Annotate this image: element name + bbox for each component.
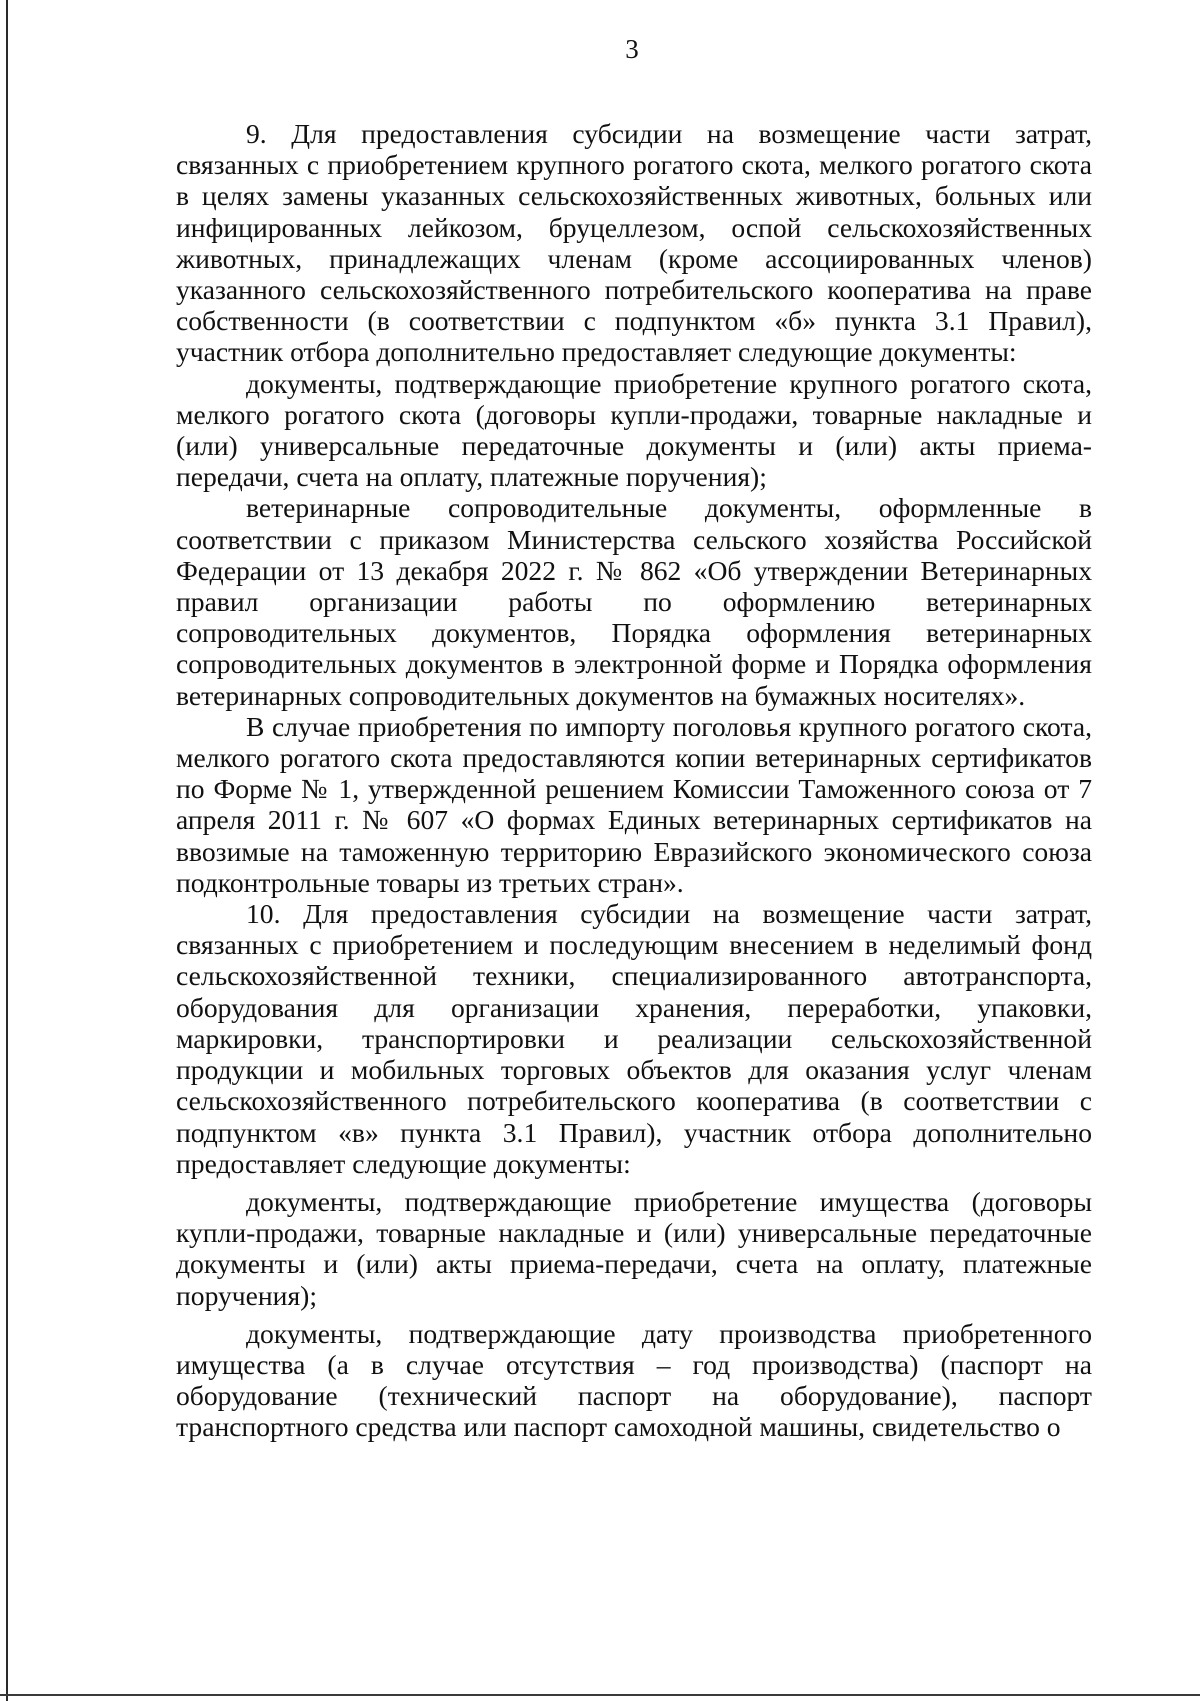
document-body (176, 118, 1092, 1443)
paragraph-veterinary-documents: ветеринарные сопроводительные документы, оформленные в соответствии с приказом Министерства сельского хозяйства Российской Федерации от 13 декабря 2022 г. № 862 «Об утверждении Ветеринарных правил организации работы по оформлению ветеринарных сопроводительных документов, Порядка оформления ветеринарных сопроводительных документов в электронной форме и Порядка оформления ветеринарных сопроводительных документов на бумажных носителях». (176, 492, 1092, 711)
scan-edge-bottom (0, 1694, 1200, 1696)
paragraph-import-certificates: В случае приобретения по импорту поголовья крупного рогатого скота, мелкого рогатого скота предоставляются копии ветеринарных сертификатов по Форме № 1, утвержденной решением Комиссии Таможенного союза от 7 апреля 2011 г. № 607 «О формах Единых ветеринарных сертификатов на ввозимые на таможенную территорию Евразийского экономического союза подконтрольные товары из третьих стран». (176, 710, 1092, 898)
paragraph-property-purchase-documents: документы, подтверждающие приобретение имущества (договоры купли-продажи, товарные накладные и (или) универсальные передаточные документы и (или) акты приема-передачи, счета на оплату, платежные поручения); (176, 1185, 1092, 1311)
paragraph-9: 9. Для предоставления субсидии на возмещение части затрат, связанных с приобретением крупного рогатого скота, мелкого рогатого скота в целях замены указанных сельскохозяйственных животных, больных или инфицированных лейкозом, бруцеллезом, оспой сельскохозяйственных животных, принадлежащих членам (кроме ассоциированных членов) указанного сельскохозяйственного потребительского кооператива на праве собственности (в соответствии с подпунктом «б» пункта 3.1 Правил), участник отбора дополнительно предоставляет следующие документы: (176, 118, 1092, 368)
scan-edge-left (6, 0, 8, 1701)
paragraph-purchase-documents: документы, подтверждающие приобретение крупного рогатого скота, мелкого рогатого скота (договоры купли-продажи, товарные накладные и (или) универсальные передаточные документы и (или) акты приема-передачи, счета на оплату, платежные поручения); (176, 367, 1092, 493)
page-number: 3 (625, 34, 639, 64)
paragraph-10: 10. Для предоставления субсидии на возмещение части затрат, связанных с приобретением и последующим внесением в неделимый фонд сельскохозяйственной техники, специализированного автотранспорта, оборудования для организации хранения, переработки, упаковки, маркировки, транспортировки и реализации сельскохозяйственной продукции и мобильных торговых объектов для оказания услуг членам сельскохозяйственного потребительского кооператива (в соответствии с подпунктом «в» пункта 3.1 Правил), участник отбора дополнительно предоставляет следующие документы: (176, 898, 1092, 1179)
paragraph-production-date-documents: документы, подтверждающие дату производства приобретенного имущества (а в случае отсутствия – год производства) (паспорт на оборудование (технический паспорт на оборудование), паспорт транспортного средства или паспорт самоходной машины, свидетельство о (176, 1317, 1092, 1443)
